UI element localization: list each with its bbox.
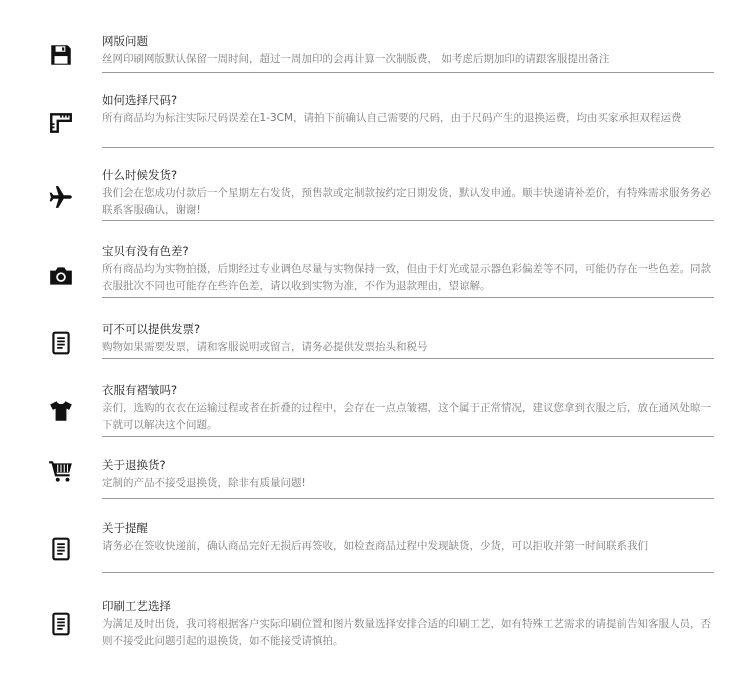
receipt-icon	[48, 611, 74, 637]
faq-answer: 请务必在签收快递前，确认商品完好无损后再签收，如检查商品过程中发现缺货，少货，可以拒收并第一时间联系我们	[102, 540, 648, 552]
ruler-icon	[48, 110, 74, 136]
faq-question: 关于提醒	[102, 521, 148, 535]
faq-question: 如何选择尺码?	[102, 93, 178, 107]
divider	[102, 220, 714, 221]
faq-question: 印刷工艺选择	[102, 599, 171, 613]
faq-answer: 我们会在您成功付款后一个星期左右发货，预售款或定制款按约定日期发货，默认发申通。顺丰快递请补差价，有特殊需求服务务必联系客服确认，谢谢!	[102, 187, 711, 216]
divider	[102, 297, 714, 298]
divider	[102, 358, 714, 359]
floppy-disk-icon	[48, 42, 74, 68]
faq-question: 宝贝有没有色差?	[102, 244, 189, 258]
faq-answer: 丝网印刷网版默认保留一周时间，超过一周加印的会再计算一次制版费， 如考虑后期加印的请跟客服提出备注	[102, 53, 610, 65]
camera-icon	[48, 263, 74, 289]
receipt-icon	[48, 536, 74, 562]
faq-question: 可不可以提供发票?	[102, 322, 201, 336]
airplane-icon	[48, 184, 74, 210]
faq-answer: 所有商品均为标注实际尺码误差在1-3CM，请拍下前确认自己需要的尺码，由于尺码产生的退换运费，均由买家承担双程运费	[102, 112, 682, 124]
tshirt-icon	[48, 398, 74, 424]
faq-answer: 购物如果需要发票，请和客服说明或留言，请务必提供发票抬头和税号	[102, 341, 428, 353]
divider	[102, 498, 714, 499]
divider	[102, 72, 714, 73]
faq-question: 衣服有褶皱吗?	[102, 383, 178, 397]
divider	[102, 572, 714, 573]
faq-question: 网版问题	[102, 34, 148, 48]
faq-answer: 定制的产品不接受退换货，除非有质量问题!	[102, 477, 306, 489]
receipt-icon	[48, 330, 74, 356]
faq-answer: 所有商品均为实物拍摄，后期经过专业调色尽量与实物保持一致，但由于灯光或显示器色彩偏差等不同，可能仍存在一些色差。同款衣服批次不同也可能存在些许色差，请以收到实物为准，不作为退款理由，望谅解。	[102, 263, 711, 292]
faq-question: 什么时候发货?	[102, 168, 178, 182]
divider	[102, 147, 714, 148]
shopping-cart-icon	[48, 458, 74, 484]
faq-answer: 为满足及时出货，我司将根据客户实际印刷位置和图片数量选择安排合适的印刷工艺，如有特殊工艺需求的请提前告知客服人员，否则不接受此问题引起的退换货，如不能接受请慎拍。	[102, 618, 711, 647]
faq-answer: 亲们，选购的衣衣在运输过程或者在折叠的过程中，会存在一点点皱褶，这个属于正常情况，建议您拿到衣服之后，放在通风处晾一下就可以解决这个问题。	[102, 402, 711, 431]
faq-question: 关于退换货?	[102, 458, 166, 472]
divider	[102, 436, 714, 437]
